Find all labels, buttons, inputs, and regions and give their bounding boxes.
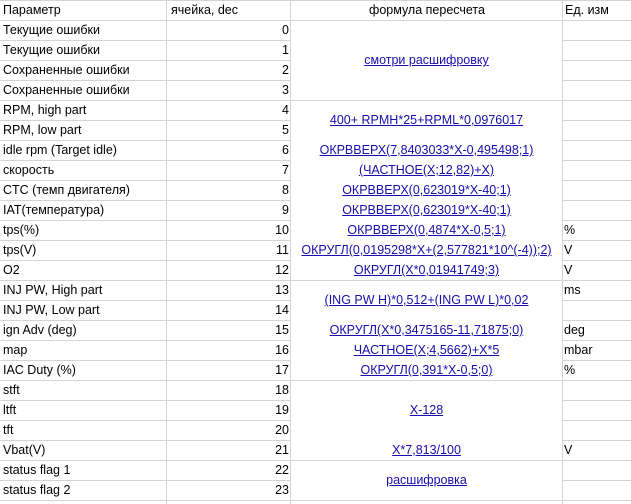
cell-number[interactable]: 6 <box>282 143 289 157</box>
header-unit[interactable]: Ед. изм <box>565 3 609 17</box>
cell-number[interactable]: 13 <box>275 283 289 297</box>
param-cell[interactable]: idle rpm (Target idle) <box>3 143 117 157</box>
unit-cell[interactable]: % <box>564 223 576 237</box>
param-cell[interactable]: ign Adv (deg) <box>3 323 77 337</box>
unit-cell[interactable] <box>564 100 630 120</box>
formula-link[interactable]: ОКРУГЛ(X*0,3475165-11,71875;0) <box>291 320 562 340</box>
cell-number[interactable]: 12 <box>275 263 289 277</box>
cell-number[interactable]: 7 <box>282 163 289 177</box>
unit-cell[interactable]: V <box>564 443 573 457</box>
cell-number[interactable]: 18 <box>275 383 289 397</box>
param-cell[interactable]: status flag 2 <box>3 483 71 497</box>
unit-cell[interactable]: mbar <box>564 343 593 357</box>
unit-cell[interactable] <box>564 40 630 60</box>
param-cell[interactable]: Vbat(V) <box>3 443 46 457</box>
param-cell[interactable]: ltft <box>3 403 17 417</box>
unit-cell[interactable] <box>564 80 630 100</box>
param-cell[interactable]: tft <box>3 423 14 437</box>
param-cell[interactable]: stft <box>3 383 20 397</box>
cell-number[interactable]: 17 <box>275 363 289 377</box>
unit-cell[interactable]: V <box>564 263 573 277</box>
unit-cell[interactable] <box>564 60 630 80</box>
formula-link[interactable]: ОКРВВЕРХ(0,623019*X-40;1) <box>291 180 562 200</box>
unit-cell[interactable] <box>564 480 630 500</box>
param-cell[interactable]: скорость <box>3 163 55 177</box>
unit-cell[interactable] <box>564 140 630 160</box>
formula-link[interactable]: (ЧАСТНОЕ(X;12,82)+X) <box>291 160 562 180</box>
cell-number[interactable]: 11 <box>276 243 289 257</box>
unit-cell[interactable] <box>564 160 630 180</box>
cell-number[interactable]: 14 <box>275 303 289 317</box>
formula-link[interactable]: расшифровка <box>291 470 562 490</box>
cell-number[interactable]: 9 <box>282 203 289 217</box>
cell-number[interactable]: 5 <box>282 123 289 137</box>
formula-link[interactable]: ОКРВВЕРХ(7,8403033*X-0,495498;1) <box>291 140 562 160</box>
cell-number[interactable]: 4 <box>282 103 289 117</box>
param-cell[interactable]: CTC (темп двигателя) <box>3 183 130 197</box>
param-cell[interactable]: O2 <box>3 263 20 277</box>
unit-cell[interactable] <box>564 400 630 420</box>
unit-cell[interactable]: deg <box>564 323 585 337</box>
unit-cell[interactable] <box>564 200 630 220</box>
formula-link[interactable]: ОКРУГЛ(0,391*X-0,5;0) <box>291 360 562 380</box>
cell-number[interactable]: 2 <box>282 63 289 77</box>
formula-link[interactable]: 400+ RPMH*25+RPML*0,0976017 <box>291 110 562 130</box>
cell-number[interactable]: 23 <box>275 483 289 497</box>
unit-cell[interactable]: V <box>564 243 573 257</box>
param-cell[interactable]: Сохраненные ошибки <box>3 83 130 97</box>
param-cell[interactable]: tps(%) <box>3 223 40 237</box>
param-cell[interactable]: RPM, high part <box>3 103 87 117</box>
header-cell[interactable]: ячейка, dec <box>171 3 239 17</box>
unit-cell[interactable] <box>564 460 630 480</box>
formula-link[interactable]: ОКРУГЛ(X*0,01941749;3) <box>291 260 562 280</box>
formula-link[interactable]: ОКРВВЕРХ(0,4874*X-0,5;1) <box>291 220 562 240</box>
cell-number[interactable]: 0 <box>282 23 289 37</box>
formula-link[interactable]: X*7,813/100 <box>291 440 562 460</box>
cell-number[interactable]: 22 <box>275 463 289 477</box>
unit-cell[interactable] <box>564 20 630 40</box>
cell-number[interactable]: 20 <box>275 423 289 437</box>
param-cell[interactable]: IAT(температура) <box>3 203 105 217</box>
unit-cell[interactable] <box>564 120 630 140</box>
param-cell[interactable]: Текущие ошибки <box>3 23 101 37</box>
header-formula[interactable]: формула пересчета <box>369 3 485 17</box>
formula-link[interactable]: (ING PW H)*0,512+(ING PW L)*0,02 <box>291 290 562 310</box>
unit-cell[interactable]: % <box>564 363 576 377</box>
cell-number[interactable]: 19 <box>275 403 289 417</box>
param-cell[interactable]: RPM, low part <box>3 123 82 137</box>
header-param[interactable]: Параметр <box>3 3 61 17</box>
unit-cell[interactable] <box>564 180 630 200</box>
cell-number[interactable]: 10 <box>275 223 289 237</box>
param-cell[interactable]: status flag 1 <box>3 463 71 477</box>
param-cell[interactable]: map <box>3 343 28 357</box>
unit-cell[interactable]: ms <box>564 283 581 297</box>
formula-link[interactable]: X-128 <box>291 400 562 420</box>
param-cell[interactable]: Сохраненные ошибки <box>3 63 130 77</box>
formula-link[interactable]: смотри расшифровку <box>291 50 562 70</box>
cell-number[interactable]: 16 <box>275 343 289 357</box>
unit-cell[interactable] <box>564 380 630 400</box>
formula-link[interactable]: ЧАСТНОЕ(X;4,5662)+X*5 <box>291 340 562 360</box>
param-cell[interactable]: INJ PW, Low part <box>3 303 100 317</box>
unit-cell[interactable] <box>564 300 630 320</box>
formula-link[interactable]: ОКРУГЛ(0,0195298*X+(2,577821*10^(-4));2) <box>291 240 562 260</box>
cell-number[interactable]: 21 <box>275 443 289 457</box>
param-cell[interactable]: INJ PW, High part <box>3 283 103 297</box>
cell-number[interactable]: 15 <box>275 323 289 337</box>
cell-number[interactable]: 3 <box>282 83 289 97</box>
param-cell[interactable]: Текущие ошибки <box>3 43 101 57</box>
cell-number[interactable]: 8 <box>282 183 289 197</box>
cell-number[interactable]: 1 <box>282 43 289 57</box>
formula-link[interactable]: ОКРВВЕРХ(0,623019*X-40;1) <box>291 200 562 220</box>
param-cell[interactable]: IAC Duty (%) <box>3 363 76 377</box>
param-cell[interactable]: tps(V) <box>3 243 37 257</box>
unit-cell[interactable] <box>564 420 630 440</box>
